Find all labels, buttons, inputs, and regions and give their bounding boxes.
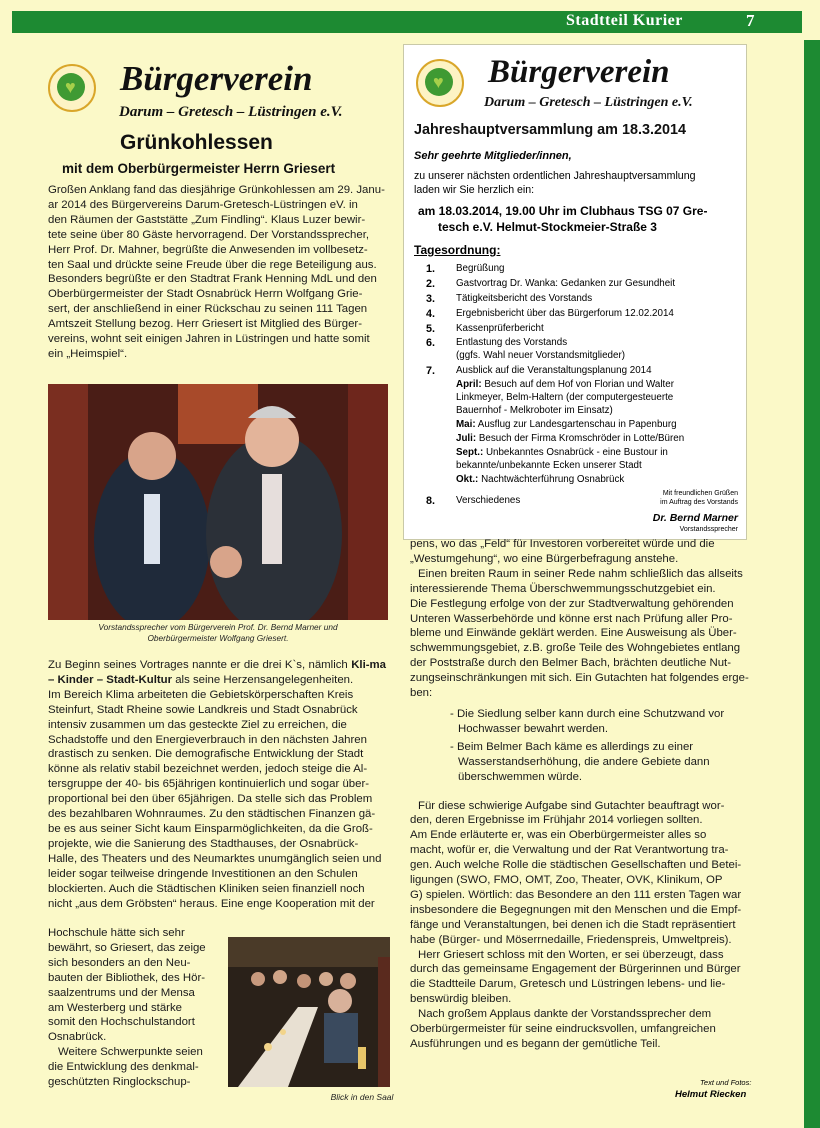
right-line: Die Festlegung erfolge von der zur Stadtverwaltung gehörenden	[410, 597, 734, 610]
right-line: ligungen (SWO, FMO, OMT, Zoo, Theater, OVK, Klinikum, OP	[410, 874, 723, 887]
body-line: proportional bei den über 65jährigen. Da stelle sich das Problem	[48, 793, 373, 806]
article-intro	[48, 183, 386, 362]
body-line: tersgruppe der 40- bis 65jährigen kontinuierlich und sogar über-	[48, 778, 370, 791]
body-bold: Kli-ma – Kinder – Stadt-Kultur	[48, 659, 386, 686]
agenda-num: 1.	[426, 263, 436, 275]
body-line: nicht „aus dem Gröbsten“ heraus. Eine enge Kooperation mit der	[48, 897, 375, 910]
photo-handshake-illustration	[48, 384, 388, 620]
plan-line: Bauernhof - Melkroboter im Einsatz)	[456, 405, 613, 416]
body-line: Schadstoffe und den Energieverbrauch in den nächsten Jahren	[48, 733, 367, 746]
plan-line	[456, 379, 674, 392]
bullet-item: Hochwasser bewahrt werden.	[458, 722, 609, 735]
body-line: Steinfurt, Stadt Rheine sowie Landkreis und Stadt Osnabrück	[48, 703, 358, 716]
plan-label: Mai:	[456, 419, 476, 430]
notice-greeting	[660, 489, 738, 507]
agenda-num: 7.	[426, 365, 436, 377]
notice-club-name: Bürgerverein	[488, 54, 670, 90]
notice-when-line2: tesch e.V. Helmut-Stockmeier-Straße 3	[438, 219, 657, 234]
narrow-line: am Westerberg und stärke	[48, 1001, 183, 1014]
notice-signer: Dr. Bernd Marner	[652, 512, 738, 524]
right-line: schwemmungsgebiet, z.B. große Teile des Wohngebietes entlang	[410, 642, 741, 655]
plan-label: April:	[456, 379, 482, 390]
agenda-num: 4.	[426, 308, 436, 320]
body-line: Im Bereich Klima arbeiteten die Gebietskörperschaften Kreis	[48, 688, 354, 701]
right-line: bleme und Einwände geklärt werden. Eine Ausweisung als Über-	[410, 627, 737, 640]
right-line: ben:	[410, 687, 433, 700]
credit-name: Helmut Riecken	[675, 1089, 747, 1100]
club-logo	[416, 59, 464, 107]
plan-line: Linkmeyer, Belm-Haltern (der computergesteuerte	[456, 392, 674, 403]
right-line: insbesondere die Begegnungen mit den Menschen und die Empf-	[410, 903, 742, 916]
photo-hall-illustration	[228, 937, 390, 1087]
plan-label: Okt.:	[456, 474, 479, 485]
intro-line: Besonders begrüßte er den Stadtrat Frank Henning MdL und den	[48, 273, 377, 286]
narrow-line: bewährt, so Griesert, das zeige	[48, 941, 206, 954]
agenda-heading: Tagesordnung:	[414, 243, 501, 257]
page-edge-stripe	[804, 40, 820, 1128]
plan-line	[456, 474, 624, 487]
right-line: macht, wofür er, die Verwaltung und der Rat Verantwortung tra-	[410, 844, 729, 857]
body-line: leider sogar teilweise dringende Investitionen an den Schulen	[48, 867, 358, 880]
narrow-line: Weitere Schwerpunkte seien	[58, 1046, 203, 1059]
club-logo	[48, 64, 96, 112]
intro-line: ein „Heimspiel“.	[48, 347, 128, 360]
right-line: Nach großem Applaus dankte der Vorstandssprecher dem	[418, 1008, 712, 1021]
body-line: be es aus seiner Sicht kaum Einsparmöglichkeiten, da die Groß-	[48, 822, 373, 835]
newspaper-title: Stadtteil Kurier	[566, 12, 683, 29]
right-line: fänge und Veranstaltungen, bei denen ich die Stadt repräsentiert	[410, 918, 736, 931]
intro-line: Großen Anklang fand das diesjährige Grünkohlessen am 29. Janu-	[48, 184, 385, 196]
agenda-num: 5.	[426, 323, 436, 335]
photo1-caption-line2: Oberbürgermeister Wolfgang Griesert.	[147, 633, 289, 643]
right-line: zungseinschränkungen mit sich. Ein Gutachten hat folgendes erge-	[410, 672, 749, 685]
body-line: projekte, wie die Sanierung des Stadthauses, der Osnabrück-	[48, 837, 359, 850]
right-line: interessierende Thema Überschwemmungsschutzgebiet ein.	[410, 582, 716, 595]
right-line: Oberbürgermeister für seine eindrucksvollen, umfangreichen	[410, 1023, 716, 1036]
notice-club-subtitle: Darum – Gretesch – Lüstringen e.V.	[484, 95, 693, 110]
right-line: gen. Auch welche Rolle die städtischen Gesellschaften und Betei-	[410, 859, 742, 872]
right-line: G) spielen. Wörtlich: das Besondere an den 111 ersten Tagen war	[410, 888, 742, 901]
plan-label: Juli:	[456, 433, 477, 444]
bullet-list	[410, 707, 754, 785]
narrow-line: somit den Hochschulstandort	[48, 1016, 195, 1029]
article-title: Grünkohlessen	[120, 131, 273, 154]
intro-line: ar 2014 des Bürgervereins Darum-Gretesch-Lüstringen eV. in	[48, 198, 358, 211]
body-lead2: als seine Herzensangelegenheiten.	[175, 673, 354, 686]
notice-when	[418, 204, 707, 235]
notice-title: Jahreshauptversammlung am 18.3.2014	[414, 122, 686, 138]
plan-label: Sept.:	[456, 447, 484, 458]
agenda-num: 2.	[426, 278, 436, 290]
intro-line: ten Saal und drückte seine Freude über die rege Beteiligung aus.	[48, 258, 377, 271]
body-line: des bezahlbaren Wohnraumes. Zu den städtischen Finanzen gä-	[48, 808, 376, 821]
agenda-item: Verschiedenes	[456, 495, 521, 506]
narrow-line: die Entwicklung des denkmal-	[48, 1061, 199, 1074]
right-line: Am Ende erläuterte er, was ein Oberbürgermeister alles so	[410, 829, 707, 842]
notice-salutation: Sehr geehrte Mitglieder/innen,	[414, 150, 572, 162]
right-line: Ausführungen und es begann der gemütliche Teil.	[410, 1038, 661, 1050]
article-body-right	[410, 537, 754, 1052]
photo-handshake	[48, 384, 388, 620]
header-bar	[12, 11, 802, 33]
right-line: Einen breiten Raum in seiner Rede nahm schließlich das allseits	[418, 567, 743, 580]
article-body-narrow	[48, 926, 218, 1090]
narrow-line: Hochschule hätte sich sehr	[48, 927, 185, 939]
plan-text: Nachtwächterführung Osnabrück	[481, 474, 625, 485]
intro-line: Herr Prof. Dr. Mahner, begrüßte die Anwesenden im vollbesetz-	[48, 243, 368, 256]
plan-line	[456, 433, 684, 446]
narrow-line: geschützten Ringlockschup-	[48, 1076, 191, 1089]
intro-line: Amtszeit Stellung bezog. Herr Griesert ist Mitglied des Bürger-	[48, 318, 362, 331]
right-line: durch das gemeinsame Engagement der Bürgerinnen und Bürger	[410, 963, 741, 976]
photo1-caption	[48, 622, 388, 644]
article-body-left	[48, 658, 386, 911]
narrow-line: sich besonders an den Neu-	[48, 956, 191, 969]
greeting-line1: Mit freundlichen Grüßen	[662, 490, 738, 497]
body-line: könne als relativ stabil bezeichnet werden, jedoch steige die Al-	[48, 763, 368, 776]
club-subtitle: Darum – Gretesch – Lüstringen e.V.	[119, 104, 343, 120]
club-name: Bürgerverein	[120, 59, 313, 98]
photo2-caption: Blick in den Saal	[330, 1092, 394, 1102]
agenda-num: 8.	[426, 495, 436, 507]
notice-signer-role: Vorstandssprecher	[679, 526, 738, 533]
agenda-item: Tätigkeitsbericht des Vorstands	[456, 293, 593, 304]
right-line: den, deren Ergebnisse im Frühjahr 2014 vorliegen sollten.	[410, 814, 703, 827]
agenda-item: Kassenprüferbericht	[456, 323, 544, 334]
bullet-item: - Beim Belmer Bach käme es allerdings zu einer	[450, 740, 694, 753]
right-line: Herr Griesert schloss mit den Worten, er sei überzeugt, dass	[418, 948, 724, 961]
narrow-line: saalzentrums und der Mensa	[48, 986, 195, 999]
right-line: habe (Bürger- und Möserrnedaille, Friedenspreis, Umweltpreis).	[410, 933, 732, 946]
body-line: Halle, des Theaters und des Neumarktes unumgänglich seien und	[48, 852, 382, 865]
right-line: pens, wo das „Feld“ für Investoren vorbereitet würde und die	[410, 538, 715, 550]
bullet-item: überschwemmen würde.	[458, 770, 583, 783]
agenda-item: Gastvortrag Dr. Wanka: Gedanken zur Gesundheit	[456, 278, 676, 289]
intro-line: den Räumen der Gaststätte „Zum Findling“. Klaus Luzer bewir-	[48, 213, 366, 226]
bullet-item: Wasserstandserhöhung, die andere Gebiete dann	[458, 755, 710, 768]
agenda-item: Ergebnisbericht über das Bürgerforum 12.02.2014	[456, 308, 674, 319]
plan-line	[456, 419, 677, 432]
plan-text: Unbekanntes Osnabrück - eine Bustour in	[485, 447, 668, 458]
right-line: die Stadtteile Darum, Gretesch und Lüstringen lebens- und lie-	[410, 978, 726, 991]
bullet-item: - Die Siedlung selber kann durch eine Schutzwand vor	[450, 707, 725, 720]
intro-line: Oberbürgermeister der Stadt Osnabrück Herrn Wolfgang Grie-	[48, 288, 363, 301]
narrow-line: Osnabrück.	[48, 1031, 107, 1044]
notice-when-line1: am 18.03.2014, 19.00 Uhr im Clubhaus TSG 07 Gre-	[418, 204, 708, 218]
page-number: 7	[746, 11, 755, 30]
intro-line: sert, der anschließend in einer Rückschau zu seinen 111 Tagen	[48, 303, 368, 316]
photo-hall	[228, 937, 390, 1087]
notice-invite-line1: zu unserer nächsten ordentlichen Jahreshauptversammlung	[414, 170, 696, 182]
agenda-item: Entlastung des Vorstands	[456, 337, 568, 348]
article-body-right-2	[410, 799, 754, 1052]
photo1-caption-line1: Vorstandssprecher vom Bürgerverein Prof. Dr. Bernd Marner und	[98, 622, 338, 632]
body-lead-line	[48, 658, 386, 688]
article-subtitle: mit dem Oberbürgermeister Herrn Griesert	[62, 161, 336, 176]
plan-text: Besuch auf dem Hof von Florian und Walter	[484, 379, 674, 390]
right-line: „Westumgehung“, wo eine Bürgerbefragung anstehe.	[410, 552, 679, 565]
body-line: drastisch zu senken. Die demografische Entwicklung der Stadt	[48, 748, 364, 761]
agenda-num: 6.	[426, 337, 436, 349]
agenda-item: (ggfs. Wahl neuer Vorstandsmitglieder)	[456, 350, 625, 361]
agenda-item: Ausblick auf die Veranstaltungsplanung 2014	[456, 365, 652, 376]
right-line: benswürdig bleiben.	[410, 993, 512, 1006]
intro-line: tete seine über 80 Gäste hervorragend. Der Vorstandssprecher,	[48, 228, 370, 241]
heart-icon: ♥	[65, 77, 76, 97]
plan-line	[456, 447, 668, 460]
right-line: der Poststraße durch den Belmer Bach, brächten deutliche Nut-	[410, 657, 732, 670]
right-line: Für diese schwierige Aufgabe sind Gutachter beauftragt wor-	[418, 799, 725, 812]
notice-invite	[414, 169, 696, 197]
plan-text: Besuch der Firma Kromschröder in Lotte/Büren	[478, 433, 685, 444]
body-line: blockierten. Auch die Städtischen Kliniken seien finanziell noch	[48, 882, 365, 895]
notice-invite-line2: laden wir Sie herzlich ein:	[414, 184, 535, 196]
plan-text: Ausflug zur Landesgartenschau in Papenburg	[477, 419, 677, 430]
agenda-item: Begrüßung	[456, 263, 505, 274]
body-lead: Zu Beginn seines Vortrages nannte er die drei K`s, nämlich	[48, 659, 348, 671]
body-line: intensiv zusammen um das gesteckte Ziel zu erreichen, die	[48, 718, 347, 731]
heart-icon: ♥	[433, 72, 444, 92]
agenda-num: 3.	[426, 293, 436, 305]
narrow-line: bauten der Bibliothek, des Hör-	[48, 971, 206, 984]
intro-line: vereins, wohnt seit einigen Jahren in Lüstringen und hatte somit	[48, 333, 370, 346]
right-line: Unteren Wasserbehörde und könne erst nach Prüfung aller Pro-	[410, 612, 733, 625]
notice-box	[403, 44, 747, 540]
greeting-line2: im Auftrag des Vorstands	[660, 499, 738, 506]
plan-line: bekannte/unbekannte Ecken unserer Stadt	[456, 460, 642, 471]
credit-label: Text und Fotos:	[700, 1078, 752, 1087]
